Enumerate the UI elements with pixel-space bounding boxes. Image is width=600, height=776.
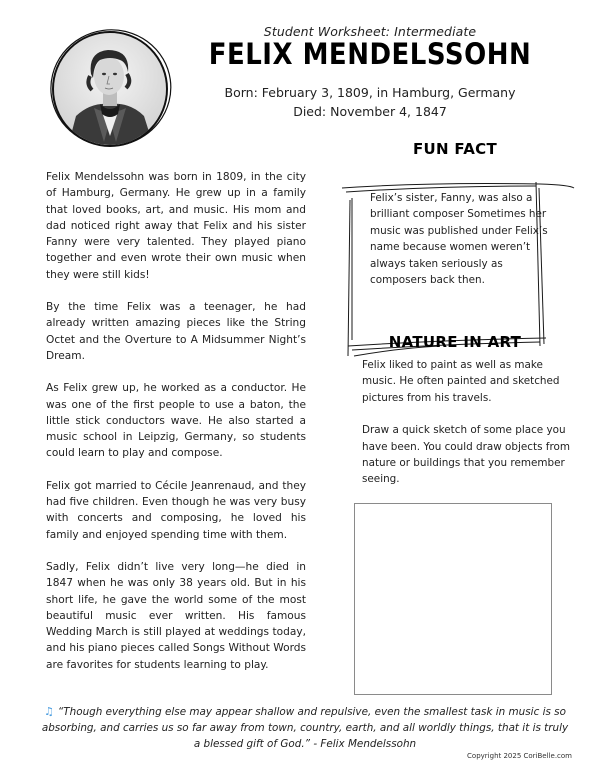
quote-block: [40, 704, 570, 753]
died-date: Died: November 4, 1847: [293, 104, 447, 119]
bio-paragraph: Felix Mendelssohn was born in 1809, in the city of Hamburg, Germany. He grew up in a family that loved books, art, and music. His mom and dad noticed right away that Felix and his sister Fanny were very talented. They played piano together and even wrote their own music when they were still kids!: [46, 171, 306, 281]
nature-paragraph: Draw a quick sketch of some place you have been. You could draw objects from nature or buildings that you remember seeing.: [362, 424, 570, 486]
biography-section: [46, 169, 306, 689]
sketch-drawing-box[interactable]: [354, 503, 552, 695]
quote-text: “Though everything else may appear shallow and repulsive, even the smallest task in music is so absorbing, and carries us so far away from town, country, earth, and all worldly things, that it is truly a blessed gift of God.” - Felix Mendelssohn: [41, 706, 569, 751]
worksheet-subtitle: Student Worksheet: Intermediate: [263, 24, 477, 39]
portrait-icon: [46, 24, 174, 154]
born-date: Born: February 3, 1809, in Hamburg, Germany: [224, 85, 516, 100]
fun-fact-heading: FUN FACT: [413, 140, 497, 158]
nature-in-art-section: [362, 357, 572, 504]
worksheet-header: [200, 24, 540, 119]
bio-paragraph: As Felix grew up, he worked as a conductor. He was one of the first people to use a baton, the little stick conductors wave. He also started a music school in Leipzig, Germany, so students could learn to play and compose.: [46, 382, 306, 460]
nature-paragraph: Felix liked to paint as well as make music. He often painted and sketched pictures from his travels.: [362, 359, 560, 404]
fun-fact-text: Felix’s sister, Fanny, was also a brilliant composer Sometimes her music was published under Felix’s name because women weren’t always taken seriously as composers back then.: [370, 192, 548, 287]
nature-in-art-heading: NATURE IN ART: [388, 333, 522, 351]
copyright-text: Copyright 2025 CoriBelle.com: [467, 752, 572, 760]
bio-paragraph: By the time Felix was a teenager, he had already written amazing pieces like the String Octet and the Overture to A Midsummer Night’s Dream.: [46, 301, 306, 362]
page-title: FELIX MENDELSSOHN: [208, 38, 532, 72]
music-notes-icon: ♫: [44, 705, 54, 718]
bio-paragraph: Sadly, Felix didn’t live very long—he died in 1847 when he was only 38 years old. But in his short life, he gave the world some of the most beautiful music ever written. His famous Wedding March is still played at weddings today, and his piano pieces called Songs Without Words are favorites for students learning to play.: [46, 560, 306, 671]
bio-paragraph: Felix got married to Cécile Jeanrenaud, and they had five children. Even though he was very busy with concerts and composing, he loved his family and enjoyed spending time with them.: [46, 479, 306, 541]
portrait-image: [46, 24, 174, 154]
